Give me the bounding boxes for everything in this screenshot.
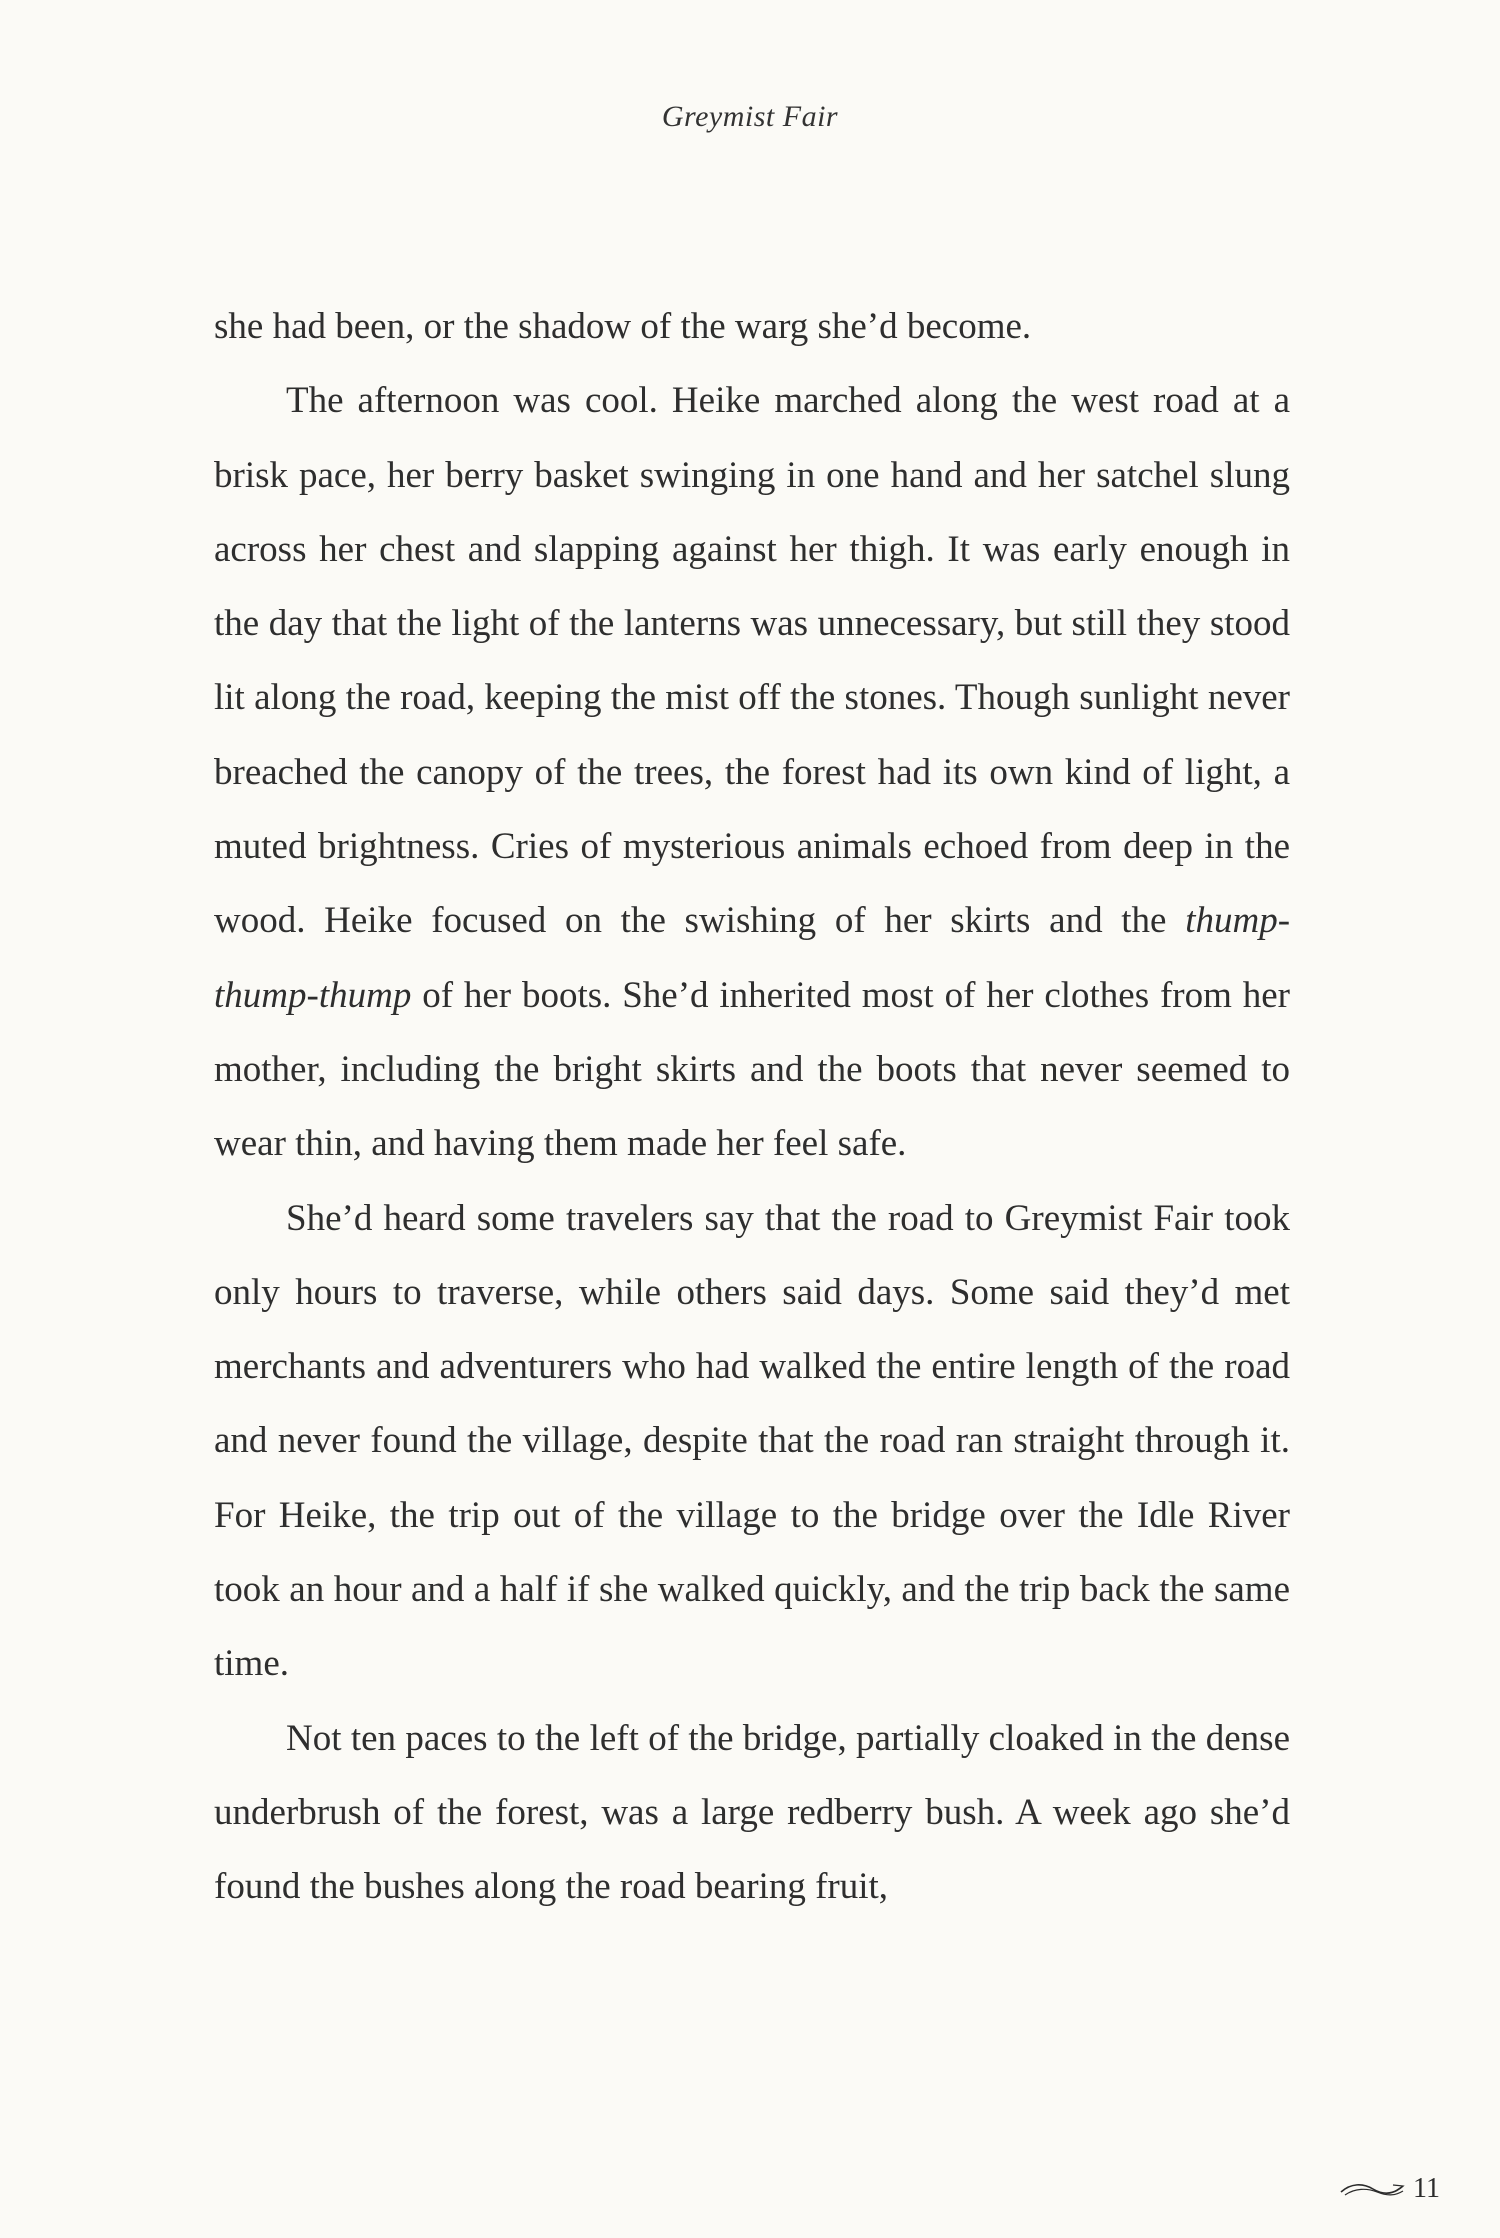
- page-footer: [1339, 2173, 1440, 2205]
- paragraph-4: Not ten paces to the left of the bridge, partially cloaked in the dense underbrush of the forest, was a large redberry bush. A week ago she’d found the bushes along the road bearing fruit,: [214, 1717, 1290, 1908]
- paragraph-2-text-after: of her boots. She’d inherited most of her clothes from her mother, including the bright skirts and the boots that never seemed to wear thin, and having them made her feel safe.: [214, 974, 1290, 1165]
- paragraph-2-text-before: The afternoon was cool. Heike marched along the west road at a brisk pace, her berry basket swinging in one hand and her satchel slung across her chest and slapping against her thigh. It was early enough in the day that the light of the lanterns was unnecessary, but still they stood lit along the road, keeping the mist off the stones. Though sunlight never breached the canopy of the trees, the forest had its own kind of light, a muted brightness. Cries of mysterious animals echoed from deep in the wood. Heike focused on the swishing of her skirts and the: [214, 380, 1290, 942]
- wave-ornament-icon: [1339, 2180, 1405, 2198]
- page-number: 11: [1413, 2173, 1440, 2204]
- body-text: [214, 290, 1290, 1925]
- paragraph-2: [214, 364, 1290, 1181]
- paragraph-3: She’d heard some travelers say that the road to Greymist Fair took only hours to traverse, while others said days. Some said they’d met merchants and adventurers who had walked the entire length of the road and never found the village, despite that the road ran straight through it. For Heike, the trip out of the village to the bridge over the Idle River took an hour and a half if she walked quickly, and the trip back the same time.: [214, 1197, 1290, 1685]
- running-header-title: Greymist Fair: [661, 100, 839, 133]
- paragraph-2-italic-phrase: thump-thump-thump: [214, 900, 1291, 1016]
- paragraph-1: she had been, or the shadow of the warg she’d become.: [214, 306, 1032, 347]
